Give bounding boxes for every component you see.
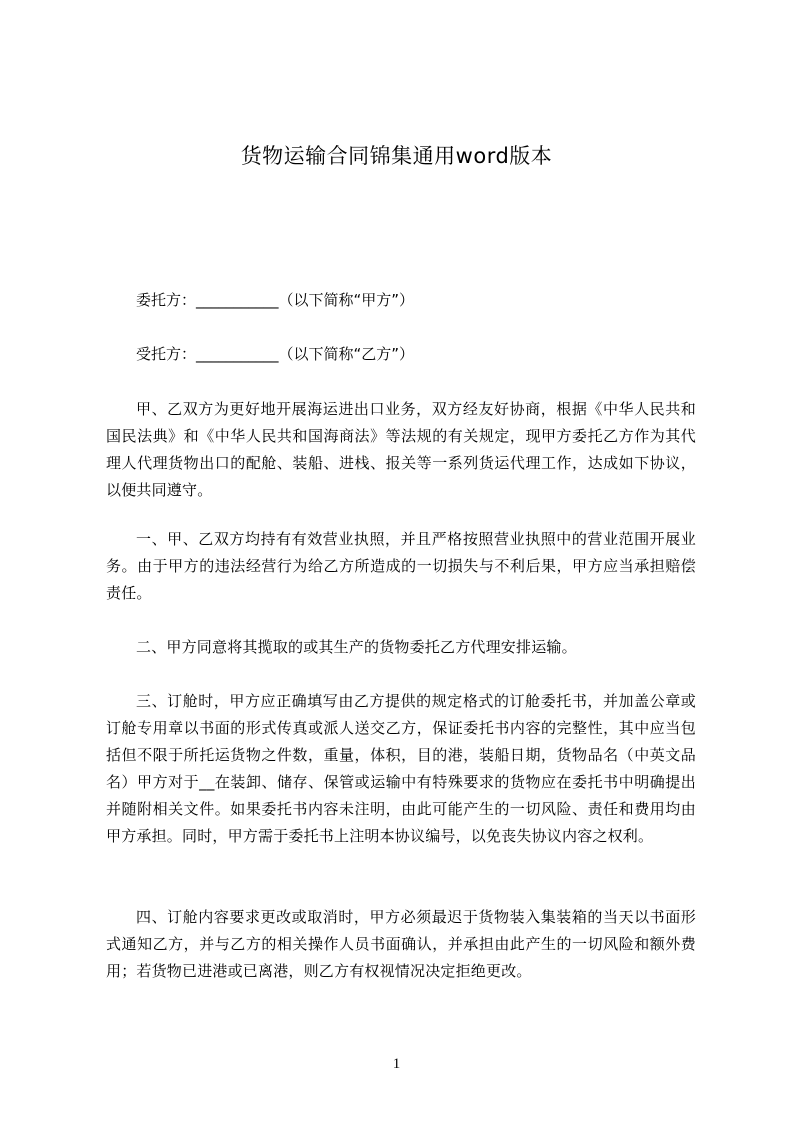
document-title: 货物运输合同锦集通用word版本: [240, 144, 553, 168]
client-party-line: 委托方：___________（以下简称“甲方”）: [136, 291, 415, 309]
clause-four-paragraph: 四、订舱内容要求更改或取消时，甲方必须最迟于货物装入集装箱的当天以书面形式通知乙方，并与乙方的相关操作人员书面确认，并承担由此产生的一切风险和额外费用；若货物已进港或已离港，则乙方有权视情况决定拒绝更改。: [106, 908, 696, 980]
agent-party-line: 受托方：___________（以下简称“乙方”）: [136, 345, 415, 363]
page-number: 1: [392, 1056, 401, 1072]
clause-one-paragraph: 一、甲、乙双方均持有有效营业执照，并且严格按照营业执照中的营业范围开展业务。由于甲方的违法经营行为给乙方所造成的一切损失与不利后果，甲方应当承担赔偿责任。: [106, 530, 696, 602]
clause-two-paragraph: 二、甲方同意将其揽取的或其生产的货物委托乙方代理安排运输。: [136, 638, 577, 656]
preamble-paragraph: 甲、乙双方为更好地开展海运进出口业务，双方经友好协商，根据《中华人民共和国民法典》和《中华人民共和国海商法》等法规的有关规定，现甲方委托乙方作为其代理人代理货物出口的配舱、装船、进栈、报关等一系列货运代理工作，达成如下协议，以便共同遵守。: [106, 400, 696, 499]
clause-three-paragraph: 三、订舱时，甲方应正确填写由乙方提供的规定格式的订舱委托书，并加盖公章或订舱专用章以书面的形式传真或派人送交乙方，保证委托书内容的完整性，其中应当包括但不限于所托运货物之件数，重量，体积，目的港，装船日期，货物品名（中英文品名）甲方对于__在装卸、储存、保管或运输中有特殊要求的货物应在委托书中明确提出并随附相关文件。如果委托书内容未注明，由此可能产生的一切风险、责任和费用均由甲方承担。同时，甲方需于委托书上注明本协议编号，以免丧失协议内容之权利。: [106, 692, 696, 845]
